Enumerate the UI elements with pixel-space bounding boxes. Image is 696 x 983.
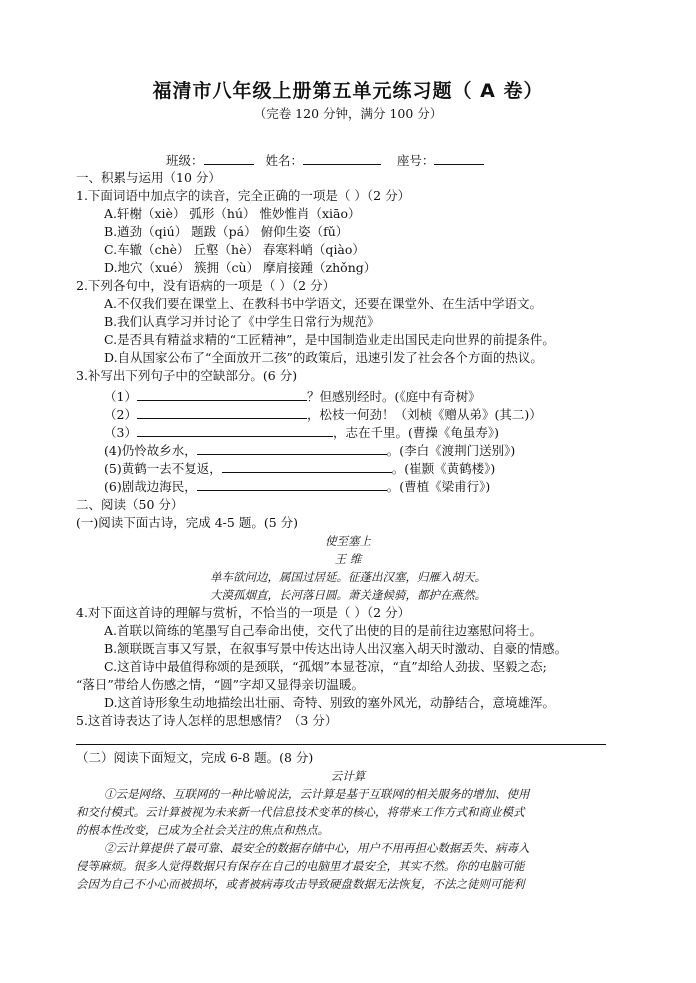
article-p1-line3: 的根本性改变，已成为全社会关注的焦点和热点。 — [76, 823, 329, 837]
q2-option-d: D.自从国家公布了“全面放开二孩”的政策后，迅速引发了社会各个方面的热议。 — [104, 350, 543, 365]
article-title: 云计算 — [330, 769, 366, 783]
page-subtitle: （完卷 120 分钟，满分 100 分） — [253, 106, 443, 121]
article-p1-line1: ①云是网络、互联网的一种比喻说法，云计算是基于互联网的相关服务的增加、使用 — [104, 787, 530, 801]
q4-option-b: B.颔联既言事又写景，在叙事写景中传达出诗人出汉塞入胡天时激动、自豪的情感。 — [104, 641, 568, 656]
class-field[interactable] — [204, 152, 254, 165]
q4-stem: 4.对下面这首诗的理解与赏析，不恰当的一项是（ ）（2 分） — [76, 605, 411, 620]
q3-line4: (4)仍怜故乡水， 。(李白《渡荆门送别》) — [104, 443, 516, 458]
q4-option-c1: C.这首诗中最值得称颂的是颈联，“孤烟”本显苍凉，“直”却给人劲拔、坚毅之态; — [104, 659, 547, 674]
poem-line1: 单车欲问边，属国过居延。征蓬出汉塞，归雁入胡天。 — [210, 570, 486, 584]
q3-blank2[interactable] — [137, 406, 307, 419]
q3-stem: 3.补写出下列句子中的空缺部分。(6 分) — [76, 368, 298, 383]
q5-answer-line[interactable] — [76, 744, 606, 745]
q1-option-b: B.遒劲（qiú） 题跋（pá） 俯仰生姿（fǔ） — [104, 224, 349, 239]
q3-line5: (5)黄鹤一去不复返， 。(崔颢《黄鹤楼》) — [104, 461, 496, 476]
q1-option-a: A.轩榭（xiè） 弧形（hú） 惟妙惟肖（xiāo） — [104, 206, 361, 221]
q3-blank4[interactable] — [197, 442, 387, 455]
article-p2-line1: ②云计算提供了最可靠、最安全的数据存储中心，用户不用再担心数据丢失、病毒入 — [104, 841, 530, 855]
seat-field[interactable] — [434, 152, 484, 165]
part2-heading: （二）阅读下面短文，完成 6-8 题。(8 分) — [76, 750, 314, 765]
q3-line6: (6)剧哉边海民， 。(曹植《梁甫行》) — [104, 479, 491, 494]
name-field[interactable] — [303, 152, 381, 165]
q3-blank3[interactable] — [137, 424, 333, 437]
q2-option-a: A.不仅我们要在课堂上、在教科书中学语文，还要在课堂外、在生活中学语文。 — [104, 296, 543, 311]
article-p1-line2: 和交付模式。云计算被视为未来新一代信息技术变革的核心，将带来工作方式和商业模式 — [76, 805, 525, 819]
q4-option-a: A.首联以简练的笔墨写自己奉命出使，交代了出使的目的是前往边塞慰问将士。 — [104, 623, 543, 638]
q2-option-b: B.我们认真学习并讨论了《中学生日常行为规范》 — [104, 314, 380, 329]
q3-line2: （2） ，松枝一何劲！（刘桢《赠从弟》(其二)） — [104, 407, 542, 422]
name-label: 姓名： — [265, 153, 303, 168]
q2-stem: 2.下列各句中，没有语病的一项是（ ）（2 分） — [76, 278, 336, 293]
q1-stem: 1.下面词语中加点字的读音，完全正确的一项是（ ）（2 分） — [76, 188, 411, 203]
poem-line2: 大漠孤烟直，长河落日圆。萧关逢候骑，都护在燕然。 — [210, 588, 486, 602]
q3-blank1[interactable] — [137, 388, 307, 401]
section1-heading: 一、积累与运用（10 分） — [76, 170, 221, 185]
q1-option-c: C.车辙（chè） 丘壑（hè） 春寒料峭（qiào） — [104, 242, 365, 257]
class-label: 班级： — [166, 153, 204, 168]
q3-blank6[interactable] — [197, 478, 387, 491]
article-p2-line2: 侵等麻烦。很多人觉得数据只有保存在自己的电脑里才最安全，其实不然。你的电脑可能 — [76, 859, 525, 873]
part1-heading: (一)阅读下面古诗，完成 4-5 题。(5 分) — [76, 515, 299, 530]
q3-line1: （1） ？但感别经时。(《庭中有奇树》 — [104, 389, 481, 404]
q3-line3: （3） ，志在千里。(曹操《龟虽寿》) — [104, 425, 499, 440]
q4-option-d: D.这首诗形象生动地描绘出壮丽、奇特、别致的塞外风光，动静结合，意境雄浑。 — [104, 695, 556, 710]
poem-author: 王 维 — [334, 552, 362, 566]
header-fields — [166, 152, 484, 169]
q5-stem: 5.这首诗表达了诗人怎样的思想感情？（3 分） — [76, 713, 338, 728]
q2-option-c: C.是否具有精益求精的“工匠精神”，是中国制造业走出国民走向世界的前提条件。 — [104, 332, 555, 347]
poem-title: 使至塞上 — [325, 534, 371, 548]
q4-option-c2: “落日”带给人伤感之情，“圆”字却又显得亲切温暖。 — [76, 677, 365, 692]
q3-blank5[interactable] — [222, 460, 392, 473]
article-p2-line3: 会因为自己不小心而被损坏，或者被病毒攻击导致硬盘数据无法恢复，不法之徒则可能利 — [76, 877, 525, 891]
seat-label: 座号： — [396, 153, 435, 168]
page-title: 福清市八年级上册第五单元练习题（ A 卷） — [152, 80, 544, 102]
q1-option-d: D.地穴（xué） 簇拥（cù） 摩肩接踵（zhǒng） — [104, 260, 377, 275]
section2-heading: 二、阅读（50 分） — [76, 497, 184, 512]
